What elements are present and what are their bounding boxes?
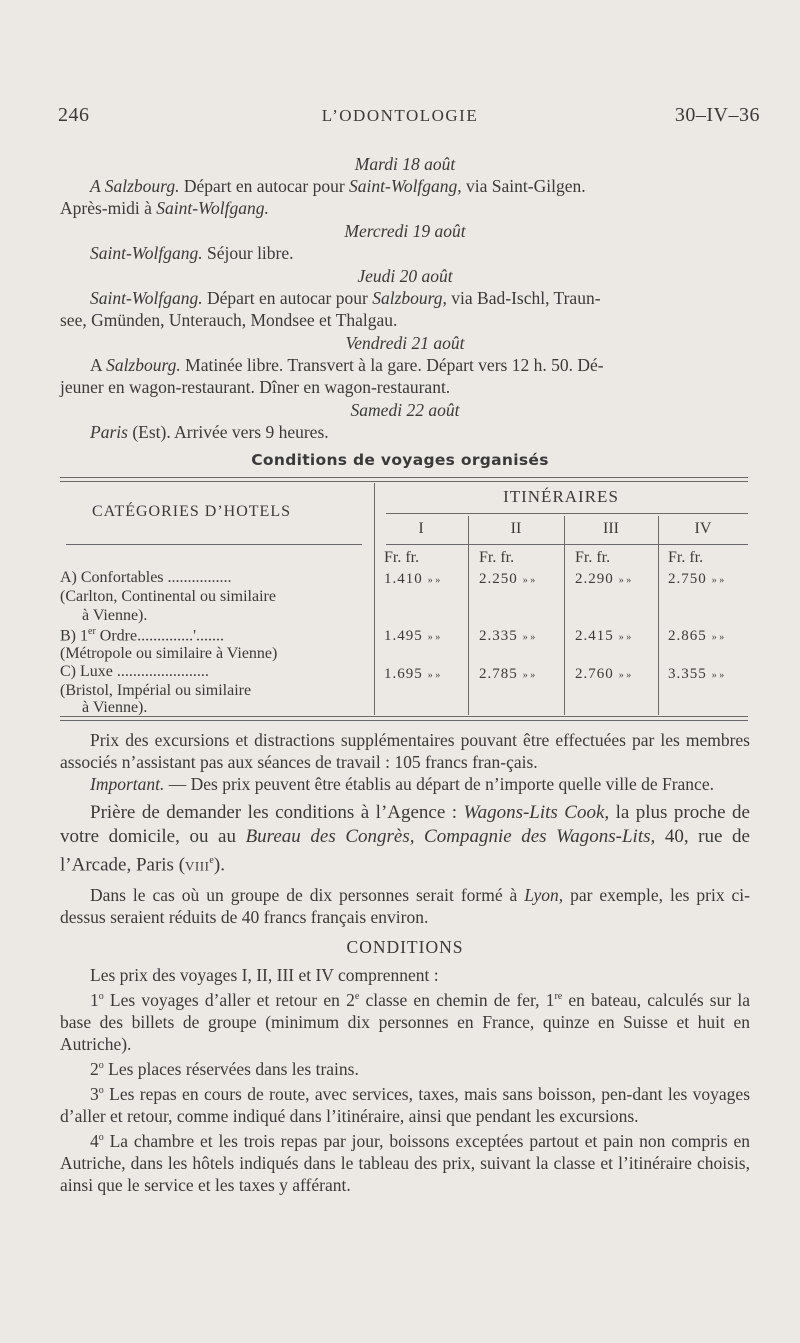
day-heading: Samedi 22 août	[350, 400, 460, 420]
column-header: IV	[694, 520, 712, 537]
itinerary-line: Saint-Wolfgang. Séjour libre.	[90, 243, 294, 263]
condition-item: 2$^o$ Les places réservées dans les trains.	[90, 1058, 359, 1079]
table-row-label: C) Luxe .......................	[60, 663, 209, 680]
price-cell: 2.415 » »	[575, 628, 632, 644]
price-cell: 2.290 » »	[575, 571, 632, 587]
condition-item: 4$^o$ La chambre et les trois repas par jour, boissons exceptées partout et pain non compris en Autriche, dans les hôtels indiqués dans le tableau des prix, suivant la classe et l’itinéraire choisis, ainsi que le service et les taxes y afférant.	[60, 1130, 750, 1195]
table-divider	[468, 516, 469, 715]
itinerary-line: Paris (Est). Arrivée vers 9 heures.	[90, 422, 329, 442]
table-row-label: B) 1er Ordre..............'.......	[60, 626, 224, 645]
table-header-rule	[386, 544, 748, 545]
table-divider	[374, 483, 375, 715]
itinerary	[60, 153, 750, 443]
table-row-note: (Métropole ou similaire à Vienne)	[60, 645, 278, 662]
table-top-rule	[60, 477, 748, 478]
itinerary-line: see, Gmünden, Unterauch, Mondsee et Thalgau.	[60, 310, 398, 330]
excursions-paragraph: Prix des excursions et distractions supplémentaires pouvant être effectuées par les membres associés n’assistant pas aux séances de travail : 105 francs fran-çais.	[60, 730, 750, 772]
day-heading: Mardi 18 août	[354, 154, 456, 174]
conditions-intro: Les prix des voyages I, II, III et IV comprennent :	[90, 965, 439, 986]
condition-item: 3$^o$ Les repas en cours de route, avec services, taxes, mais sans boisson, pen-dant les voyages d’aller et retour, comme indiqué dans l’itinéraire, ainsi que pendant les excursions.	[60, 1083, 750, 1126]
issue-date: 30–IV–36	[674, 104, 760, 126]
table-row-label: A) Confortables ................	[60, 569, 232, 586]
price-cell: 1.495 » »	[384, 628, 441, 644]
table-bottom-rule	[60, 720, 748, 721]
itinerary-line: Après-midi à Saint-Wolfgang.	[60, 198, 269, 218]
table-row-note: (Bristol, Impérial ou similaire	[60, 682, 252, 699]
table-header-rule	[386, 513, 748, 514]
price-cell: 2.750 » »	[668, 571, 725, 587]
unit-label: Fr. fr.	[575, 549, 611, 566]
table-bottom-rule	[60, 716, 748, 717]
table-divider	[564, 516, 565, 715]
page-number: 246	[58, 104, 90, 126]
conditions-heading: CONDITIONS	[346, 937, 464, 958]
table-row-note: à Vienne).	[82, 699, 148, 716]
agency-paragraph: Prière de demander les conditions à l’Agence : Wagons-Lits Cook, la plus proche de votre domicile, ou au Bureau des Congrès, Compagnie des Wagons-Lits, 40, rue de l’Arcade, Paris (VIIIe).	[60, 802, 750, 876]
day-heading: Vendredi 21 août	[345, 333, 465, 353]
table-row-note: (Carlton, Continental ou similaire	[60, 588, 276, 605]
column-header: III	[603, 520, 619, 537]
price-cell: 3.355 » »	[668, 666, 725, 682]
table-row-note: à Vienne).	[82, 607, 148, 624]
price-cell: 1.695 » »	[384, 666, 441, 682]
table-header-rule	[66, 544, 362, 545]
column-group-header: ITINÉRAIRES	[503, 487, 619, 506]
price-cell: 2.335 » »	[479, 628, 536, 644]
day-heading: Jeudi 20 août	[357, 266, 453, 286]
table-title: Conditions de voyages organisés	[251, 451, 549, 469]
price-cell: 2.250 » »	[479, 571, 536, 587]
price-cell: 2.760 » »	[575, 666, 632, 682]
itinerary-line: A Salzbourg. Départ en autocar pour Saint-Wolfgang, via Saint-Gilgen.	[90, 176, 586, 196]
itinerary-line: jeuner en wagon-restaurant. Dîner en wagon-restaurant.	[60, 377, 451, 397]
itinerary-line: Saint-Wolfgang. Départ en autocar pour Salzbourg, via Bad-Ischl, Traun-	[90, 288, 601, 308]
table-divider	[658, 516, 659, 715]
day-heading: Mercredi 19 août	[344, 221, 466, 241]
price-cell: 2.865 » »	[668, 628, 725, 644]
table-top-rule	[60, 481, 748, 482]
important-paragraph: Important. — Des prix peuvent être établis au départ de n’importe quelle ville de France.	[90, 774, 714, 794]
column-header: II	[510, 520, 522, 537]
lyon-paragraph: Dans le cas où un groupe de dix personnes serait formé à Lyon, par exemple, les prix ci-dessus seraient réduits de 40 francs français environ.	[60, 885, 750, 928]
column-header: I	[418, 520, 424, 537]
running-title: L’ODONTOLOGIE	[321, 106, 479, 125]
price-cell: 2.785 » »	[479, 666, 536, 682]
notes-section	[60, 729, 750, 1196]
itinerary-line: A Salzbourg. Matinée libre. Transvert à la gare. Départ vers 12 h. 50. Dé-	[90, 355, 604, 375]
unit-label: Fr. fr.	[479, 549, 515, 566]
unit-label: Fr. fr.	[668, 549, 704, 566]
price-cell: 1.410 » »	[384, 571, 441, 587]
unit-label: Fr. fr.	[384, 549, 420, 566]
column-header-categories: CATÉGORIES D’HOTELS	[92, 503, 291, 520]
condition-item: 1$^o$ Les voyages d’aller et retour en 2e classe en chemin de fer, 1re en bateau, calculés sur la base des billets de groupe (minimum dix personnes en France, quinze en Suisse et huit en Autriche).	[60, 990, 750, 1055]
